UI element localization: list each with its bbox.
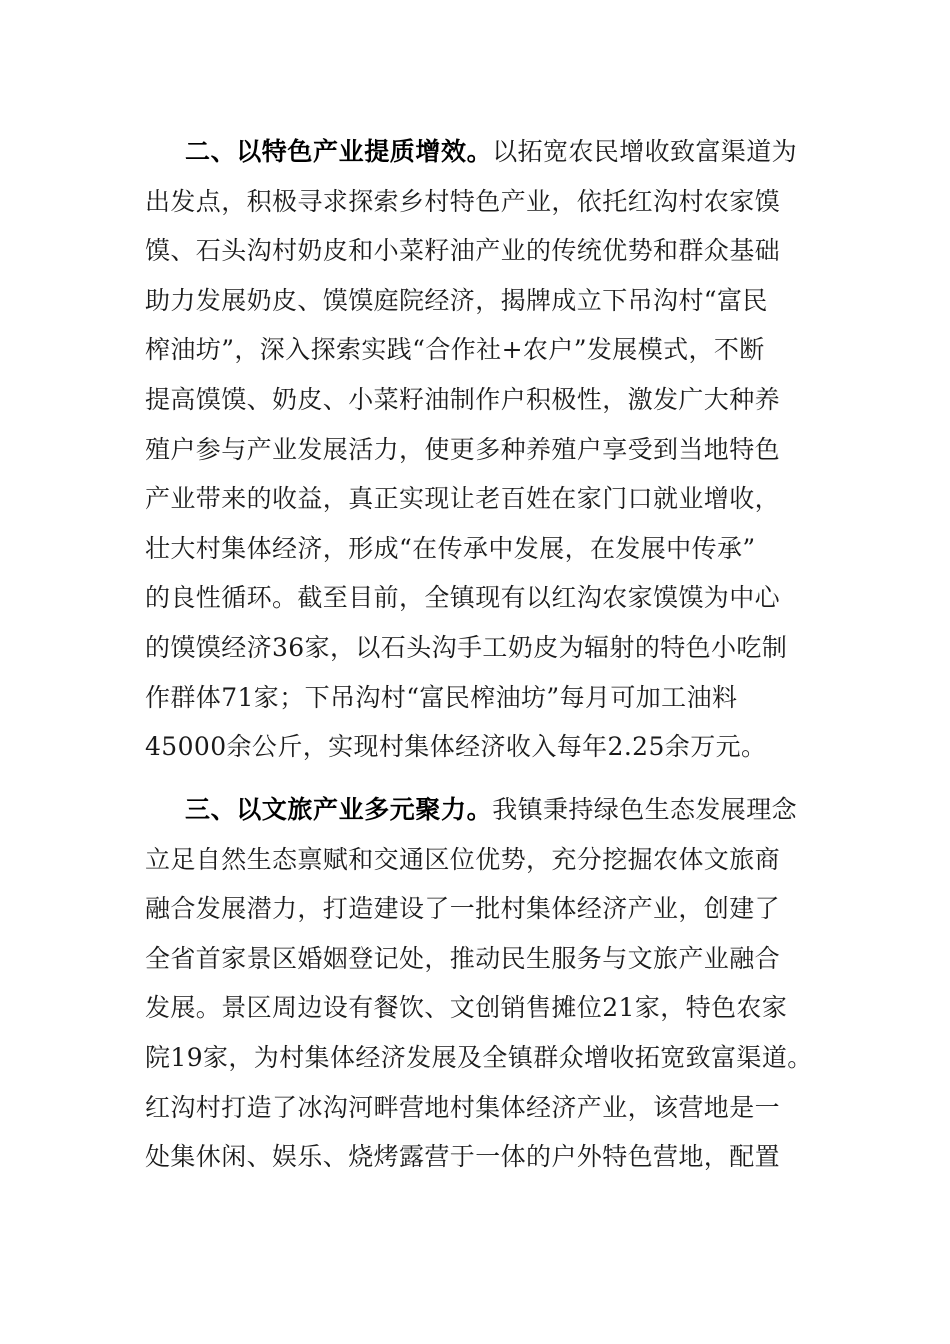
text-line: 提高馍馍、奶皮、小菜籽油制作户积极性，激发广大种养 [145, 384, 781, 414]
text-line: 发展。景区周边设有餐饮、文创销售摊位21家，特色农家 [145, 993, 788, 1023]
text-line: 45000余公斤，实现村集体经济收入每年2.25余万元。 [145, 732, 767, 762]
text-line: 助力发展奶皮、馍馍庭院经济，揭牌成立下吊沟村“富民 [145, 285, 768, 315]
paragraph-first-line [145, 785, 825, 835]
text-line: 榨油坊”，深入探索实践“合作社+农户”发展模式，不断 [145, 335, 765, 365]
text-line: 作群体71家；下吊沟村“富民榨油坊”每月可加工油料 [145, 682, 738, 712]
text-line: 融合发展潜力，打造建设了一批村集体经济产业，创建了 [145, 894, 781, 924]
text-line: 以拓宽农民增收致富渠道为 [492, 137, 798, 166]
text-line: 立足自然生态禀赋和交通区位优势，充分挖掘农体文旅商 [145, 844, 781, 874]
text-line: 壮大村集体经济，形成“在传承中发展，在发展中传承” [145, 533, 756, 563]
text-line: 院19家，为村集体经济发展及全镇群众增收拓宽致富渠道。 [145, 1042, 813, 1072]
text-line: 的馍馍经济36家，以石头沟手工奶皮为辐射的特色小吃制 [145, 632, 788, 662]
section-heading: 二、以特色产业提质增效。 [185, 137, 493, 166]
text-line: 出发点，积极寻求探索乡村特色产业，依托红沟村农家馍 [145, 186, 781, 216]
paragraph-first-line [145, 127, 825, 177]
text-line: 我镇秉持绿色生态发展理念 [492, 795, 798, 824]
paragraph-cultural-tourism [145, 785, 825, 1182]
text-line: 的良性循环。截至目前，全镇现有以红沟农家馍馍为中心 [145, 583, 781, 613]
section-heading: 三、以文旅产业多元聚力。 [185, 795, 493, 824]
text-line: 处集休闲、娱乐、烧烤露营于一体的户外特色营地，配置 [145, 1142, 781, 1172]
paragraph-specialty-industry [145, 127, 825, 772]
text-line: 红沟村打造了冰沟河畔营地村集体经济产业，该营地是一 [145, 1092, 781, 1122]
text-line: 产业带来的收益，真正实现让老百姓在家门口就业增收， [145, 484, 781, 514]
text-line: 殖户参与产业发展活力，使更多种养殖户享受到当地特色 [145, 434, 781, 464]
text-line: 馍、石头沟村奶皮和小菜籽油产业的传统优势和群众基础 [145, 236, 781, 266]
text-line: 全省首家景区婚姻登记处，推动民生服务与文旅产业融合 [145, 943, 781, 973]
